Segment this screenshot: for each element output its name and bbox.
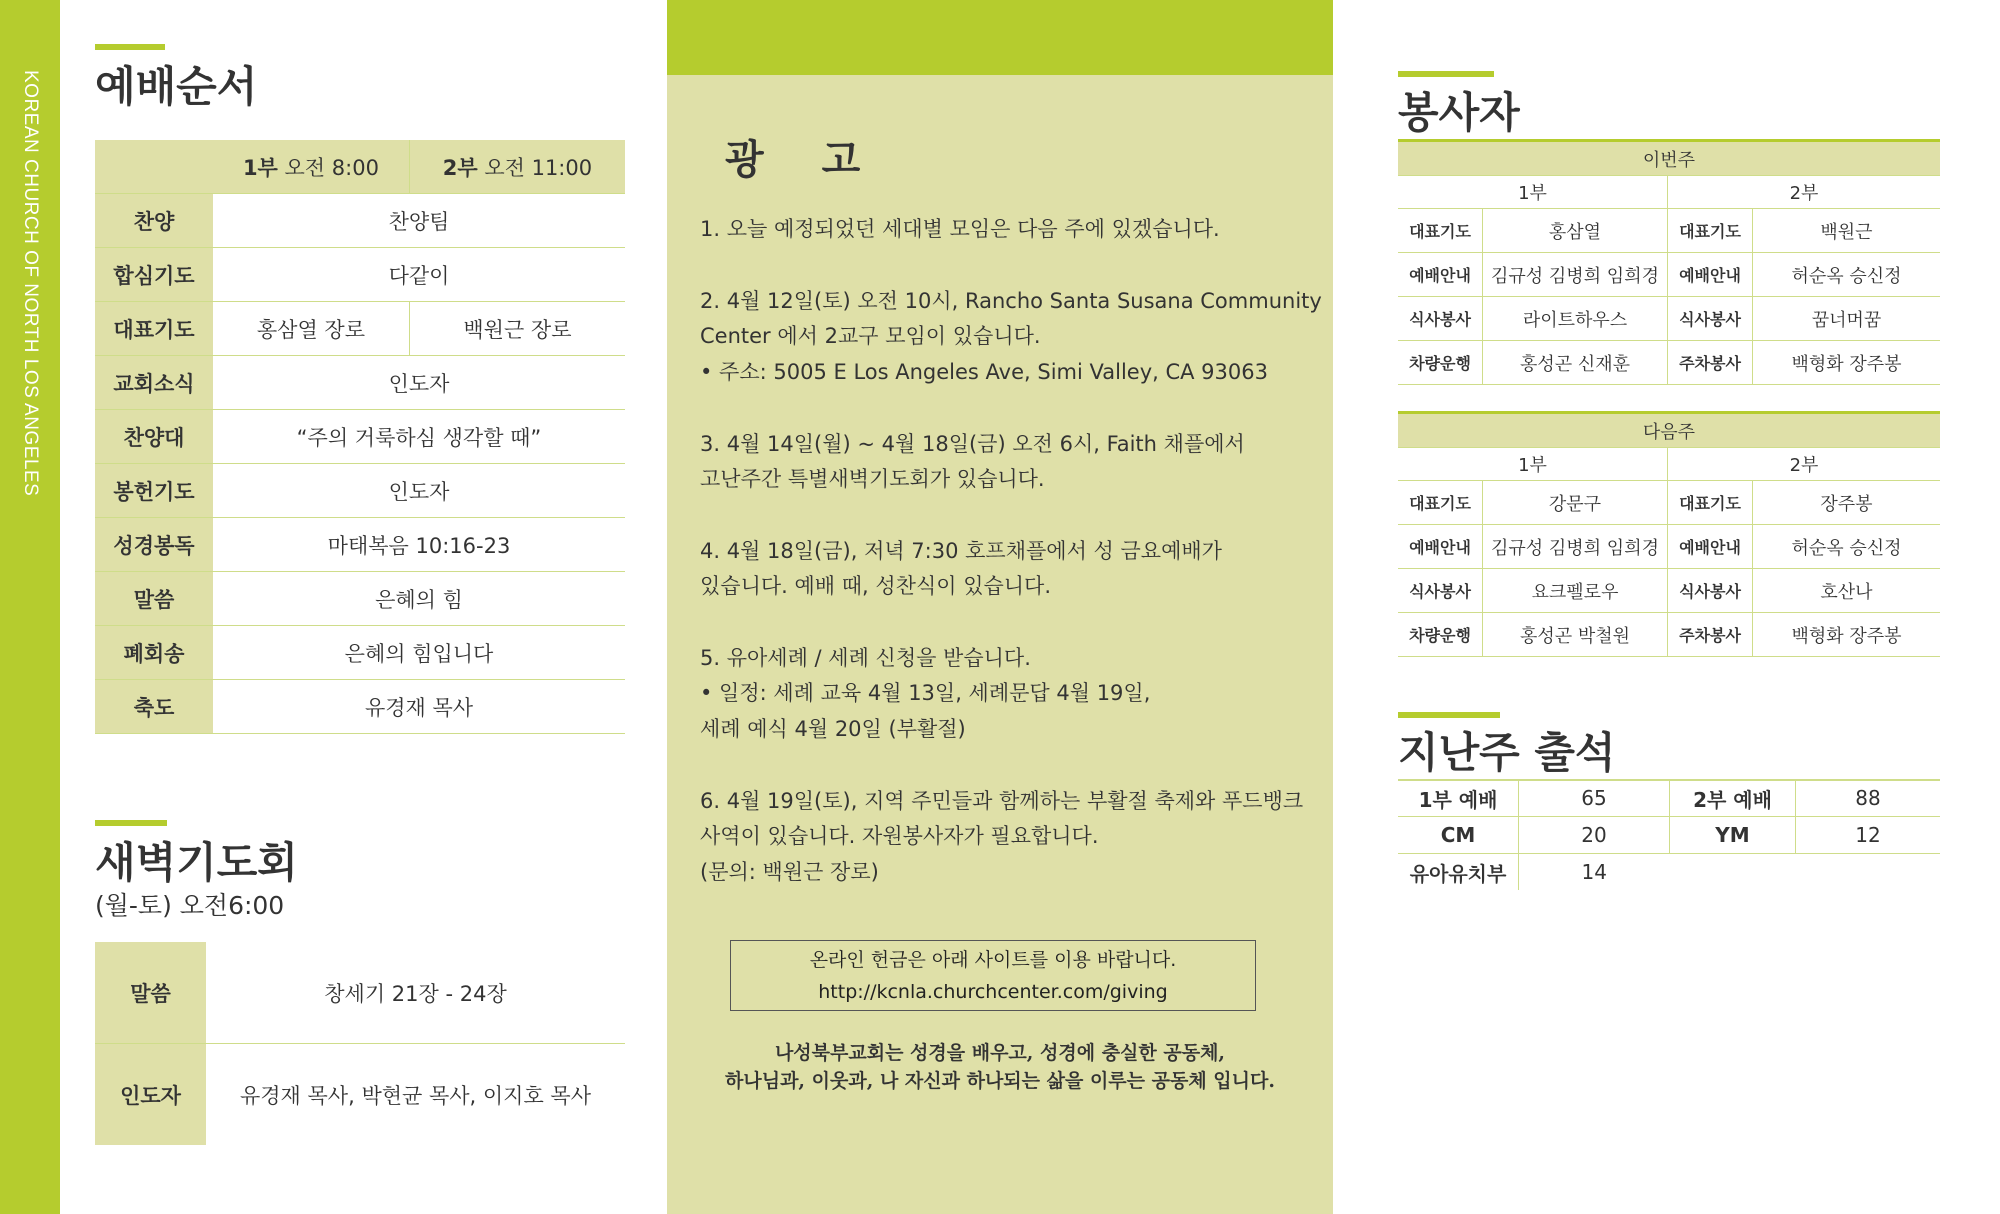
role-label: 주차봉사 xyxy=(1668,341,1753,385)
role-names: 라이트하우스 xyxy=(1483,297,1668,341)
attendance-label: 2부 예배 xyxy=(1670,780,1796,817)
order-row xyxy=(95,302,625,356)
volunteer-row xyxy=(1398,569,1940,613)
church-motto-line1: 나성북부교회는 성경을 배우고, 성경에 충실한 공동체, xyxy=(774,1042,1226,1064)
order-row-label: 축도 xyxy=(95,680,213,734)
attendance-count: 12 xyxy=(1796,817,1941,854)
role-label: 식사봉사 xyxy=(1398,297,1483,341)
announcement-line: 있습니다. 예배 때, 성찬식이 있습니다. xyxy=(700,574,1052,598)
order-row-label: 합심기도 xyxy=(95,248,213,302)
attendance-empty xyxy=(1670,854,1796,891)
week-label-row xyxy=(1398,414,1940,448)
role-label: 대표기도 xyxy=(1398,481,1483,525)
attendance-count: 20 xyxy=(1519,817,1670,854)
dawn-subtitle: (월-토) 오전6:00 xyxy=(95,891,285,920)
giving-url-link[interactable]: http://kcnla.churchcenter.com/giving xyxy=(818,981,1168,1003)
order-row-value: “주의 거룩하심 생각할 때” xyxy=(213,410,625,464)
role-names: 요크펠로우 xyxy=(1483,569,1668,613)
order-row xyxy=(95,248,625,302)
order-row-label: 봉헌기도 xyxy=(95,464,213,518)
order-row-label: 말씀 xyxy=(95,572,213,626)
role-label: 식사봉사 xyxy=(1398,569,1483,613)
order-accent-bar xyxy=(95,44,165,50)
attendance-row xyxy=(1398,854,1940,891)
order-header-part1: 1부 오전 8:00 xyxy=(213,140,409,194)
order-row-value: 찬양팀 xyxy=(213,194,625,248)
volunteers-accent-bar xyxy=(1398,71,1494,77)
volunteers-next-week-table xyxy=(1398,414,1940,657)
role-names: 김규성 김병희 임희경 xyxy=(1483,525,1668,569)
order-row-value-part1: 홍삼열 장로 xyxy=(213,302,409,356)
order-row-value-part2: 백원근 장로 xyxy=(409,302,625,356)
role-names: 백원근 xyxy=(1753,209,1941,253)
order-row-value: 유경재 목사 xyxy=(213,680,625,734)
role-label: 대표기도 xyxy=(1668,481,1753,525)
part2-label: 2부 xyxy=(1668,448,1941,481)
role-label: 주차봉사 xyxy=(1668,613,1753,657)
role-names: 홍성곤 신재훈 xyxy=(1483,341,1668,385)
order-header-blank xyxy=(95,140,213,194)
dawn-row-label: 인도자 xyxy=(95,1044,206,1146)
part-row xyxy=(1398,176,1940,209)
order-table xyxy=(95,140,625,734)
role-names: 강문구 xyxy=(1483,481,1668,525)
attendance-count: 14 xyxy=(1519,854,1670,891)
announcement-line: 6. 4월 19일(토), 지역 주민들과 함께하는 부활절 축제와 푸드뱅크 xyxy=(700,789,1304,813)
dawn-row-label: 말씀 xyxy=(95,942,206,1044)
volunteer-row xyxy=(1398,253,1940,297)
attendance-label: 1부 예배 xyxy=(1398,780,1519,817)
week-label-row xyxy=(1398,142,1940,176)
order-row xyxy=(95,680,625,734)
dawn-row xyxy=(95,942,625,1044)
part-row xyxy=(1398,448,1940,481)
role-names: 홍삼열 xyxy=(1483,209,1668,253)
announcement-line: 고난주간 특별새벽기도회가 있습니다. xyxy=(700,467,1045,491)
next-week-label: 다음주 xyxy=(1398,414,1940,448)
order-row xyxy=(95,572,625,626)
order-row-label: 폐회송 xyxy=(95,626,213,680)
announcement-line: • 주소: 5005 E Los Angeles Ave, Simi Valley, CA 93063 xyxy=(700,360,1268,384)
announcement-top-band xyxy=(667,0,1333,75)
attendance-count: 88 xyxy=(1796,780,1941,817)
online-giving-box xyxy=(730,940,1256,1011)
order-row-value: 다같이 xyxy=(213,248,625,302)
order-row-value: 은혜의 힘 xyxy=(213,572,625,626)
announcement-line: 사역이 있습니다. 자원봉사자가 필요합니다. xyxy=(700,824,1099,848)
order-title: 예배순서 xyxy=(95,62,258,111)
announcement-line: 5. 유아세례 / 세례 신청을 받습니다. xyxy=(700,646,1031,670)
order-header-part2: 2부 오전 11:00 xyxy=(409,140,625,194)
role-label: 식사봉사 xyxy=(1668,297,1753,341)
attendance-label: YM xyxy=(1670,817,1796,854)
dawn-table xyxy=(95,942,625,1145)
announcement-line: 1. 오늘 예정되었던 세대별 모임은 다음 주에 있겠습니다. xyxy=(700,217,1220,241)
role-names: 허순옥 승신정 xyxy=(1753,525,1941,569)
attendance-label: 유아유치부 xyxy=(1409,861,1507,886)
order-header-row xyxy=(95,140,625,194)
role-label: 차량운행 xyxy=(1398,613,1483,657)
dawn-accent-bar xyxy=(95,820,167,826)
role-label: 예배안내 xyxy=(1668,253,1753,297)
attendance-empty xyxy=(1796,854,1941,891)
role-names: 백형화 장주봉 xyxy=(1753,341,1941,385)
announcement-line: • 일정: 세례 교육 4월 13일, 세례문답 4월 19일, xyxy=(700,681,1151,705)
role-label: 대표기도 xyxy=(1398,209,1483,253)
church-motto-line2: 하나님과, 이웃과, 나 자신과 하나되는 삶을 이루는 공동체 입니다. xyxy=(725,1070,1275,1092)
attendance-count: 65 xyxy=(1519,780,1670,817)
order-row-value: 마태복음 10:16-23 xyxy=(213,518,625,572)
order-row-label: 성경봉독 xyxy=(95,518,213,572)
announcement-line: 4. 4월 18일(금), 저녁 7:30 호프채플에서 성 금요예배가 xyxy=(700,539,1222,563)
order-row-value: 은혜의 힘입니다 xyxy=(213,626,625,680)
attendance-label: CM xyxy=(1398,817,1519,854)
role-names: 장주봉 xyxy=(1753,481,1941,525)
attendance-row xyxy=(1398,817,1940,854)
announcement-line: 2. 4월 12일(토) 오전 10시, Rancho Santa Susana Community xyxy=(700,289,1322,313)
role-names: 홍성곤 박철원 xyxy=(1483,613,1668,657)
order-row xyxy=(95,464,625,518)
order-row-value: 인도자 xyxy=(213,356,625,410)
order-row xyxy=(95,518,625,572)
part1-label: 1부 xyxy=(1398,176,1668,209)
part1-label: 1부 xyxy=(1398,448,1668,481)
order-row-label: 찬양 xyxy=(95,194,213,248)
role-label: 식사봉사 xyxy=(1668,569,1753,613)
order-row-label: 대표기도 xyxy=(95,302,213,356)
volunteer-row xyxy=(1398,613,1940,657)
attendance-row xyxy=(1398,780,1940,817)
volunteer-row xyxy=(1398,525,1940,569)
dawn-row-value: 창세기 21장 - 24장 xyxy=(206,942,625,1044)
announcement-title: 광 고 xyxy=(725,136,883,183)
announcement-line: (문의: 백원근 장로) xyxy=(700,860,879,884)
volunteer-row xyxy=(1398,209,1940,253)
dawn-row-value: 유경재 목사, 박현균 목사, 이지호 목사 xyxy=(239,1083,592,1108)
dawn-row xyxy=(95,1044,625,1146)
volunteers-title: 봉사자 xyxy=(1398,88,1520,137)
volunteer-row xyxy=(1398,341,1940,385)
role-label: 예배안내 xyxy=(1398,253,1483,297)
this-week-label: 이번주 xyxy=(1398,142,1940,176)
order-row-value: 인도자 xyxy=(213,464,625,518)
order-row-label: 교회소식 xyxy=(95,356,213,410)
role-names: 호산나 xyxy=(1753,569,1941,613)
part2-label: 2부 xyxy=(1668,176,1941,209)
church-name-vertical: KOREAN CHURCH OF NORTH LOS ANGELES xyxy=(20,70,41,497)
dawn-title: 새벽기도회 xyxy=(95,838,298,887)
role-names: 꿈너머꿈 xyxy=(1753,297,1941,341)
giving-text: 온라인 헌금은 아래 사이트를 이용 바랍니다. xyxy=(809,949,1177,971)
order-row xyxy=(95,626,625,680)
role-names: 김규성 김병희 임희경 xyxy=(1483,253,1668,297)
announcement-line: 세례 예식 4월 20일 (부활절) xyxy=(700,717,966,741)
role-label: 예배안내 xyxy=(1668,525,1753,569)
volunteer-row xyxy=(1398,481,1940,525)
announcement-line: 3. 4월 14일(월) ~ 4월 18일(금) 오전 6시, Faith 채플에서 xyxy=(700,432,1245,456)
order-row xyxy=(95,194,625,248)
volunteer-row xyxy=(1398,297,1940,341)
order-row xyxy=(95,410,625,464)
role-names: 백형화 장주봉 xyxy=(1753,613,1941,657)
role-label: 차량운행 xyxy=(1398,341,1483,385)
order-row xyxy=(95,356,625,410)
volunteers-this-week-table xyxy=(1398,142,1940,385)
order-row-label: 찬양대 xyxy=(95,410,213,464)
role-label: 대표기도 xyxy=(1668,209,1753,253)
attendance-table xyxy=(1398,780,1940,890)
attendance-accent-bar xyxy=(1398,712,1500,718)
role-label: 예배안내 xyxy=(1398,525,1483,569)
role-names: 허순옥 승신정 xyxy=(1753,253,1941,297)
announcement-line: Center 에서 2교구 모임이 있습니다. xyxy=(700,324,1041,348)
attendance-title: 지난주 출석 xyxy=(1398,728,1616,777)
